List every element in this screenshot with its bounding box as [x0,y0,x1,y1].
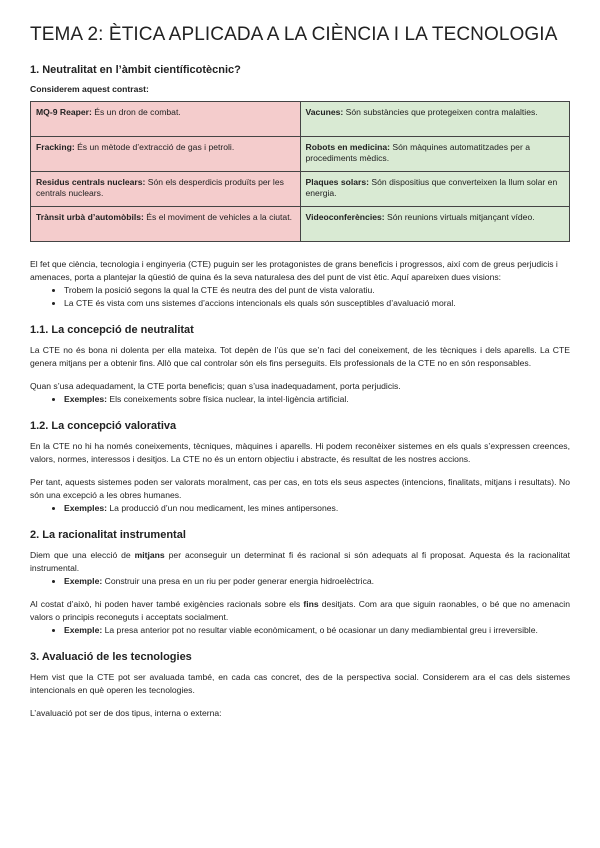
text-run: desitjats. Com ara que siguin raonables, o bé que no amenacin valors o principis reconeguts i acceptats socialment. [30,599,570,622]
table-row [31,102,570,137]
list-item [64,502,570,515]
example-text: La producció d’un nou medicament, les mines antipersones. [107,503,339,513]
emphasis: fins [303,599,319,609]
table-row [31,172,570,207]
example-label: Exemple: [64,576,103,586]
views-list [30,284,570,310]
section-1-1-heading: 1.1. La concepció de neutralitat [30,324,194,336]
cell-term: MQ-9 Reaper: [36,107,92,117]
table-cell-harmful [31,172,301,207]
cell-term: Robots en medicina: [305,142,391,152]
example-label: Exemple: [64,625,103,635]
section-1-2-heading: 1.2. La concepció valorativa [30,420,177,432]
example-label: Exemples: [64,503,107,513]
example-label: Exemples: [64,394,107,404]
cell-term: Fracking: [36,142,75,152]
cell-text: És un mètode d’extracció de gas i petroli. [74,142,235,152]
section-3-paragraph: Hem vist que la CTE pot ser avaluada també, en cada cas concret, des de la perspectiva social. Considerem ara el cas dels sistemes intencionals en què operen les tecnologies. [30,672,570,695]
section-2-heading: 2. La racionalitat instrumental [30,529,186,541]
cell-text: Són reunions virtuals mitjançant vídeo. [384,212,535,222]
section-1-1-paragraph: La CTE no és bona ni dolenta per ella mateixa. Tot depèn de l’ús que se’n faci del coneixement, de les tècniques i dels aparells. La CTE genera mitjans per a obtenir fins. Allò que cal controlar són els fins perseguits. Els professionals de la CTE no en són responsables. [30,345,570,368]
table-cell-harmful [31,102,301,137]
section-1-2-paragraph-2: Per tant, aquests sistemes poden ser valorats moralment, cas per cas, en tots els seus aspectes (intencions, finalitats, mitjans i resultats). No són una excepció a les obres humanes. [30,477,570,500]
section-1-intro: Considerem aquest contrast: [30,84,149,94]
cell-text: Són els desperdicis produïts per les centrals nuclears. [36,177,284,198]
table-cell-beneficial [300,172,570,207]
cell-term: Trànsit urbà d’automòbils: [36,212,144,222]
list-item: • La CTE és vista com uns sistemes d’accions intencionals els quals són susceptibles d’avaluació moral. [64,297,570,310]
section-1-heading: 1. Neutralitat en l’àmbit científicotècnic? [30,64,241,76]
section-2-paragraph-2 [30,598,570,624]
table-cell-harmful [31,207,301,242]
cell-text: És el moviment de vehicles a la ciutat. [143,212,292,222]
cell-term: Videoconferències: [305,212,385,222]
table-row [31,137,570,172]
example-text: Els coneixements sobre física nuclear, la intel·ligència artificial. [107,394,349,404]
table-row [31,207,570,242]
cell-term: Vacunes: [305,107,344,117]
section-3-paragraph-2: L’avaluació pot ser de dos tipus, interna o externa: [30,708,222,718]
section-1-2-paragraph: En la CTE no hi ha només coneixements, tècniques, màquines i aparells. Hi podem reconèixer sistemes en els quals s’expressen creences, valors, normes, interessos i desitjos. La CTE no és un entorn objectiu i abstracte, és resultat de les nostres accions. [30,441,570,464]
cell-text: Són màquines automatitzades per a procediments mèdics. [305,142,530,163]
cell-text: És un dron de combat. [91,107,181,117]
examples-list [30,575,570,588]
list-item: • Trobem la posició segons la qual la CTE és neutra des del punt de vista valoratiu. [64,284,570,297]
cell-text: Són dispositius que converteixen la llum solar en energia. [305,177,558,198]
examples-list [30,502,570,515]
table-cell-beneficial [300,207,570,242]
section-2-paragraph [30,549,570,575]
example-text: Construir una presa en un riu per poder generar energia hidroelèctrica. [102,576,375,586]
table-cell-beneficial [300,137,570,172]
examples-list [30,393,570,406]
contrast-table [30,101,570,242]
section-1-paragraph: El fet que ciència, tecnologia i enginyeria (CTE) puguin ser les protagonistes de grans beneficis i progressos, així com de greus perjudicis i amenaces, porta a plantejar la qüestió de quina és la seva naturalesa des del punt de vist ètic. Aquí apareixen dues visions: [30,259,558,282]
list-item [64,393,570,406]
text-run: Al costat d’això, hi poden haver també exigències racionals sobre els [30,599,304,609]
text-run: per aconseguir un determinat fi és racional si són adequats al fi proposat. Aquesta és la racionalitat instrumental. [30,550,570,573]
page-title: TEMA 2: ÈTICA APLICADA A LA CIÈNCIA I LA TECNOLOGIA [30,24,558,45]
list-item [64,575,570,588]
examples-list [30,624,570,637]
cell-text: Són substàncies que protegeixen contra malalties. [343,107,538,117]
cell-term: Residus centrals nuclears: [36,177,146,187]
cell-term: Plaques solars: [305,177,370,187]
section-3-heading: 3. Avaluació de les tecnologies [30,651,192,663]
section-1-1-paragraph-2: Quan s’usa adequadament, la CTE porta beneficis; quan s’usa inadequadament, porta perjudicis. [30,381,401,391]
emphasis: mitjans [134,550,165,560]
table-cell-beneficial [300,102,570,137]
table-cell-harmful [31,137,301,172]
example-text: La presa anterior pot no resultar viable econòmicament, o bé ocasionar un dany mediambiental greu i irreversible. [102,625,538,635]
text-run: Diem que una elecció de [30,550,135,560]
list-item [64,624,570,637]
